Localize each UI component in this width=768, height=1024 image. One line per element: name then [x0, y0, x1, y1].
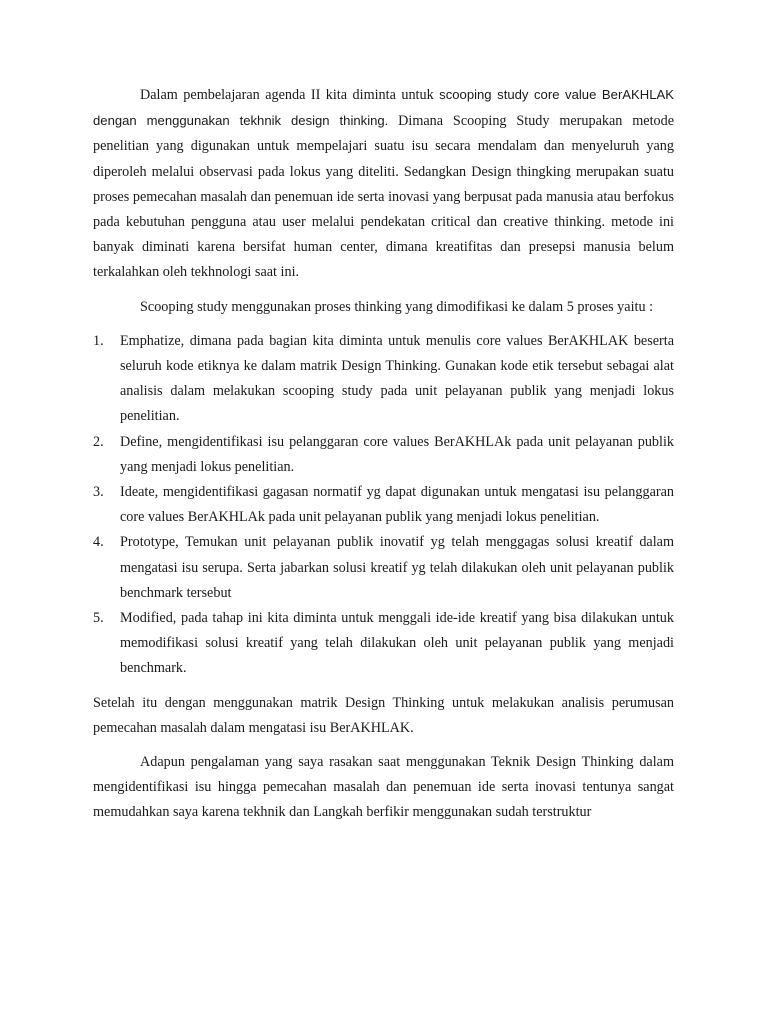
step-number: 1. [93, 332, 104, 349]
process-step [93, 530, 674, 606]
process-step [93, 606, 674, 682]
intro-text-sans-segment: scooping study core value BerAKHLAK dengan menggunakan tekhnik design thinking. [93, 87, 674, 129]
step-text: Ideate, mengidentifikasi gagasan normatif yg dapat digunakan untuk mengatasi isu pelanggaran core values BerAKHLAk pada unit pelayanan publik yang menjadi lokus penelitian. [120, 484, 674, 526]
step-text: Define, mengidentifikasi isu pelanggaran core values BerAKHLAk pada unit pelayanan publik yang menjadi lokus penelitian. [120, 433, 674, 475]
step-number: 4. [93, 534, 104, 551]
intro-text-start: Dalam pembelajaran agenda II kita diminta untuk [140, 87, 440, 103]
scooping-intro-paragraph: Scooping study menggunakan proses thinking yang dimodifikasi ke dalam 5 proses yaitu : [140, 298, 654, 315]
process-step [93, 430, 674, 480]
process-step [93, 329, 674, 430]
step-number: 2. [93, 433, 104, 450]
experience-paragraph: Adapun pengalaman yang saya rasakan saat menggunakan Teknik Design Thinking dalam mengidentifikasi isu hingga pemecahan masalah dan penemuan ide serta inovasi tentunya sangat memudahkan saya karena tekhnik dan Langkah berfikir menggunakan sudah terstruktur [93, 754, 674, 821]
intro-paragraph [93, 82, 674, 286]
step-number: 3. [93, 484, 104, 501]
intro-text-end: Dimana Scooping Study merupakan metode penelitian yang digunakan untuk mempelajari suatu isu secara mendalam dan menyeluruh yang diperoleh melalui observasi pada lokus yang diteliti. Sedangkan Design thingking merupakan suatu proses pemecahan masalah dan penemuan ide serta inovasi yang berpusat pada manusia atau berfokus pada kebutuhan pengguna atau user melalui pendekatan critical dan creative thinking. metode ini banyak diminati karena bersifat human center, dimana kreatifitas dan presepsi manusia belum terkalahkan oleh tekhnologi saat ini. [93, 113, 674, 281]
process-steps-list [93, 329, 674, 682]
step-number: 5. [93, 610, 104, 627]
process-step [93, 480, 674, 530]
after-steps-paragraph: Setelah itu dengan menggunakan matrik Design Thinking untuk melakukan analisis perumusan pemecahan masalah dalam mengatasi isu BerAKHLAK. [93, 694, 674, 736]
step-text: Prototype, Temukan unit pelayanan publik inovatif yg telah menggagas solusi kreatif dalam mengatasi isu serupa. Serta jabarkan solusi kreatif yg telah dilakukan oleh unit pelayanan publik benchmark tersebut [120, 534, 674, 601]
document-page [93, 82, 674, 835]
step-text: Modified, pada tahap ini kita diminta untuk menggali ide-ide kreatif yang bisa dilakukan untuk memodifikasi solusi kreatif yang telah dilakukan oleh unit pelayanan publik yang menjadi benchmark. [120, 610, 674, 677]
step-text: Emphatize, dimana pada bagian kita diminta untuk menulis core values BerAKHLAK beserta seluruh kode etiknya ke dalam matrik Design Thinking. Gunakan kode etik tersebut sebagai alat analisis dalam melakukan scooping study pada unit pelayanan publik yang menjadi lokus penelitian. [120, 332, 674, 425]
